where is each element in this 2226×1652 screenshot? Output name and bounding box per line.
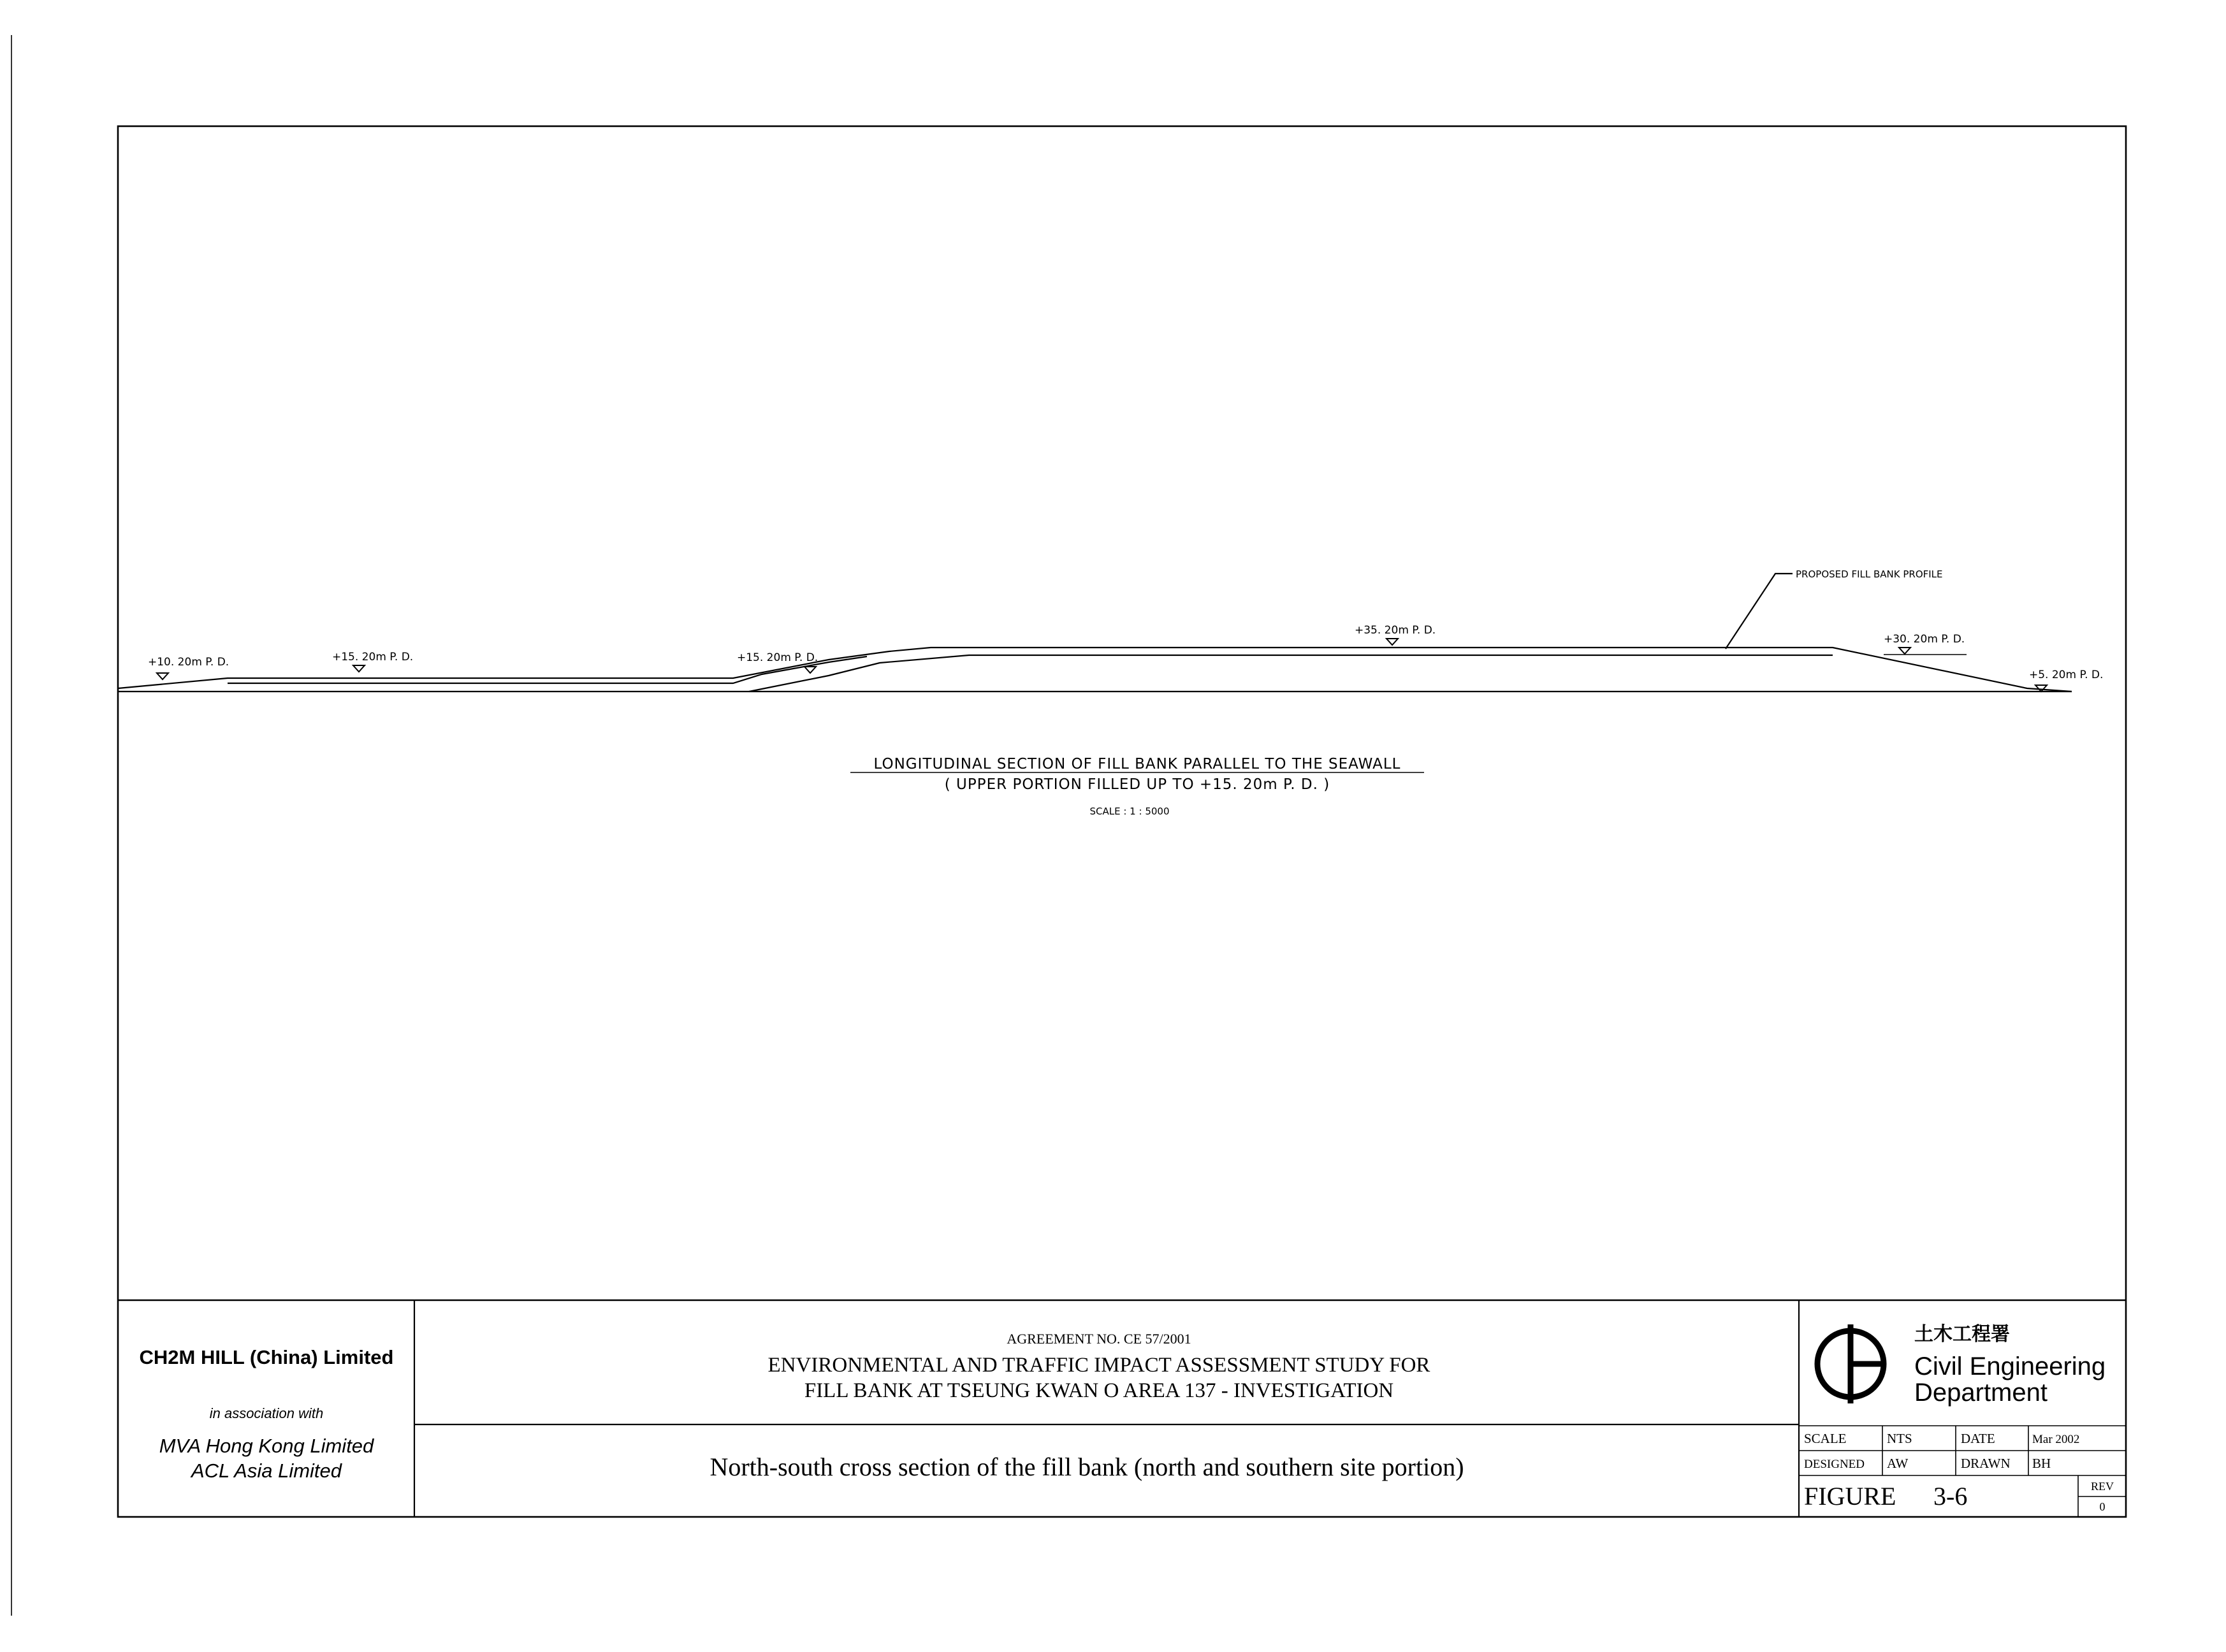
company-name: CH2M HILL (China) Limited xyxy=(139,1346,394,1368)
section-profile xyxy=(118,574,2072,692)
callout-label: PROPOSED FILL BANK PROFILE xyxy=(1796,569,1943,580)
callout-leader xyxy=(1726,574,1793,649)
drawing-frame xyxy=(118,126,2126,1517)
level-label: +35. 20m P. D. xyxy=(1355,624,1436,637)
figure-label: FIGURE xyxy=(1804,1482,1896,1511)
department-name: Department xyxy=(1914,1379,2048,1407)
level-triangle xyxy=(804,667,816,673)
level-triangle xyxy=(157,673,168,679)
inner-fill-profile xyxy=(749,655,1833,692)
association-text: in association with xyxy=(209,1405,324,1421)
date-label: DATE xyxy=(1961,1431,1995,1446)
level-label: +10. 20m P. D. xyxy=(148,656,229,669)
ced-logo-icon xyxy=(1817,1313,1884,1403)
study-title: FILL BANK AT TSEUNG KWAN O AREA 137 - INVESTIGATION xyxy=(804,1379,1394,1402)
date-value: Mar 2002 xyxy=(2032,1433,2080,1446)
figure-title: North-south cross section of the fill bank (north and southern site portion) xyxy=(709,1453,1464,1481)
scale-label: SCALE xyxy=(1804,1431,1847,1446)
level-label: +5. 20m P. D. xyxy=(2029,669,2104,681)
section-scale: SCALE : 1 : 5000 xyxy=(1089,806,1170,817)
department-name: Civil Engineering xyxy=(1914,1352,2106,1380)
agreement-number: AGREEMENT NO. CE 57/2001 xyxy=(1007,1331,1191,1347)
partner-name: ACL Asia Limited xyxy=(191,1460,342,1482)
level-triangle xyxy=(2035,685,2047,692)
partner-name: MVA Hong Kong Limited xyxy=(159,1435,374,1457)
level-label: +30. 20m P. D. xyxy=(1884,633,1965,646)
rev-label: REV xyxy=(2091,1480,2114,1493)
department-chinese: 土木工程署 xyxy=(1914,1324,2010,1345)
rev-value: 0 xyxy=(2099,1500,2106,1513)
level-label: +15. 20m P. D. xyxy=(332,651,414,663)
level-triangle xyxy=(353,665,365,672)
section-title: LONGITUDINAL SECTION OF FILL BANK PARALLEL TO THE SEAWALL xyxy=(873,756,1401,772)
figure-number: 3-6 xyxy=(1933,1482,1968,1511)
level-triangle xyxy=(1386,639,1398,645)
drawn-value: BH xyxy=(2032,1456,2051,1471)
section-subtitle: ( UPPER PORTION FILLED UP TO +15. 20m P. D. ) xyxy=(944,776,1330,793)
drawn-label: DRAWN xyxy=(1961,1456,2011,1471)
designed-label: DESIGNED xyxy=(1804,1458,1865,1471)
level-label: +15. 20m P. D. xyxy=(737,651,818,664)
level-triangle xyxy=(1899,648,1910,654)
scale-value: NTS xyxy=(1887,1431,1912,1446)
study-title: ENVIRONMENTAL AND TRAFFIC IMPACT ASSESSMENT STUDY FOR xyxy=(767,1354,1430,1377)
designed-value: AW xyxy=(1887,1456,1909,1471)
